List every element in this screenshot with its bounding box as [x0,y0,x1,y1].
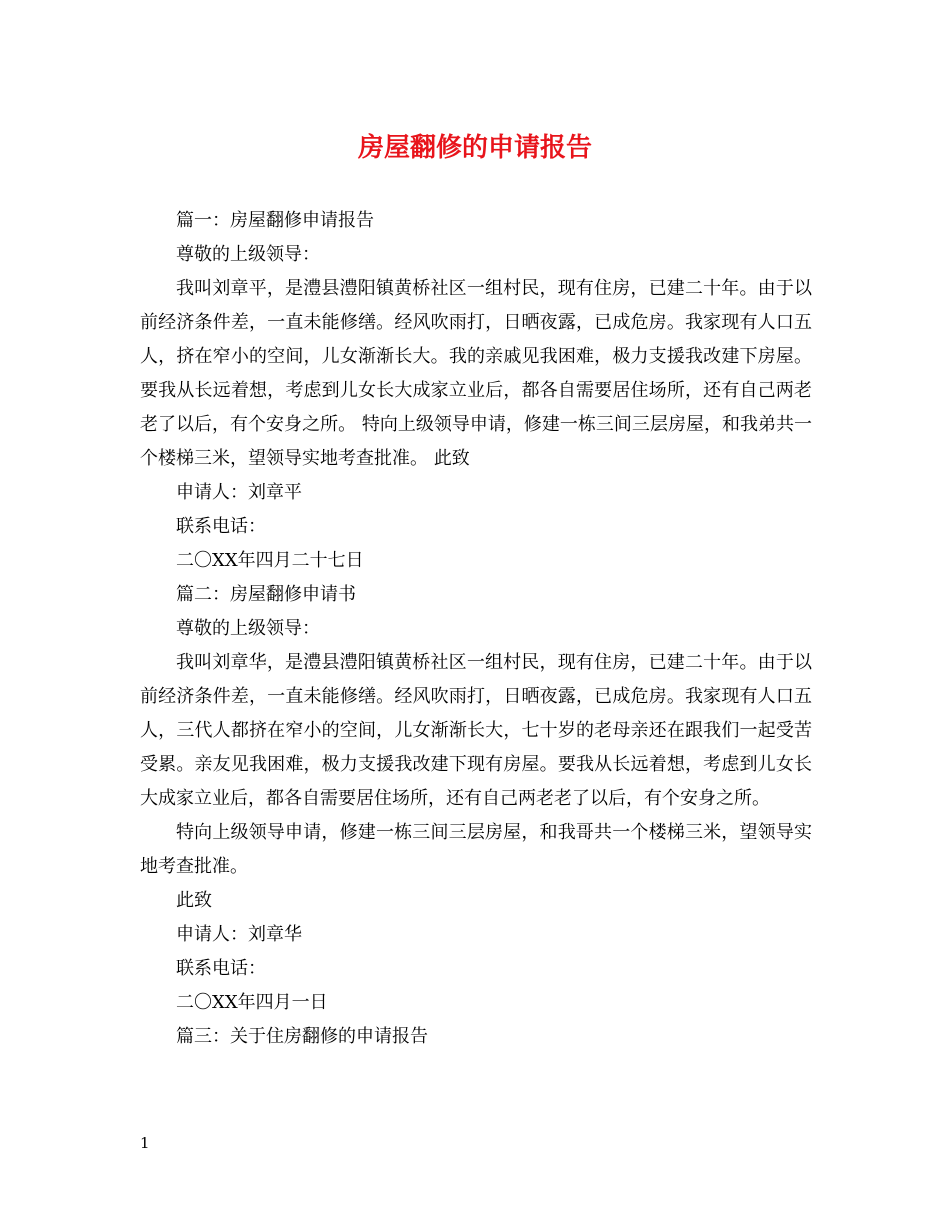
phone-2: 联系电话： [176,958,266,979]
closing-2: 此致 [176,890,212,911]
date-2: 二〇XX年四月一日 [176,992,328,1013]
applicant-1: 申请人：刘章平 [176,482,302,503]
phone-1: 联系电话： [176,516,266,537]
section-heading-1: 篇一：房屋翻修申请报告 [176,210,374,231]
page-number: 1 [140,1134,150,1152]
section-heading-3: 篇三：关于住房翻修的申请报告 [176,1026,428,1047]
salutation-2: 尊敬的上级领导： [176,618,320,639]
document-title: 房屋翻修的申请报告 [357,133,592,163]
section-heading-2: 篇二：房屋翻修申请书 [176,584,356,605]
body-paragraph-3: 特向上级领导申请，修建一栋三间三层房屋，和我哥共一个楼梯三米，望领导实地考查批准。 [140,822,812,877]
body-paragraph-2: 我叫刘章华，是澧县澧阳镇黄桥社区一组村民，现有住房，已建二十年。由于以前经济条件差，一直未能修缮。经风吹雨打，日晒夜露，已成危房。我家现有人口五人，三代人都挤在窄小的空间，儿女渐渐长大，七十岁的老母亲还在跟我们一起受苦受累。亲友见我困难，极力支援我改建下现有房屋。要我从长远着想，考虑到儿女长大成家立业后，都各自需要居住场所，还有自己两老老了以后，有个安身之所。 [140,652,812,809]
applicant-2: 申请人：刘章华 [176,924,302,945]
date-1: 二〇XX年四月二十七日 [176,550,364,571]
body-paragraph-1: 我叫刘章平，是澧县澧阳镇黄桥社区一组村民，现有住房，已建二十年。由于以前经济条件差，一直未能修缮。经风吹雨打，日晒夜露，已成危房。我家现有人口五人，挤在窄小的空间，儿女渐渐长大。我的亲戚见我困难，极力支援我改建下房屋。要我从长远着想，考虑到儿女长大成家立业后，都各自需要居住场所，还有自己两老老了以后，有个安身之所。 特向上级领导申请，修建一栋三间三层房屋，和我弟共一个楼梯三米，望领导实地考查批准。 此致 [140,278,812,469]
salutation-1: 尊敬的上级领导： [176,244,320,265]
document-body [140,204,812,1054]
